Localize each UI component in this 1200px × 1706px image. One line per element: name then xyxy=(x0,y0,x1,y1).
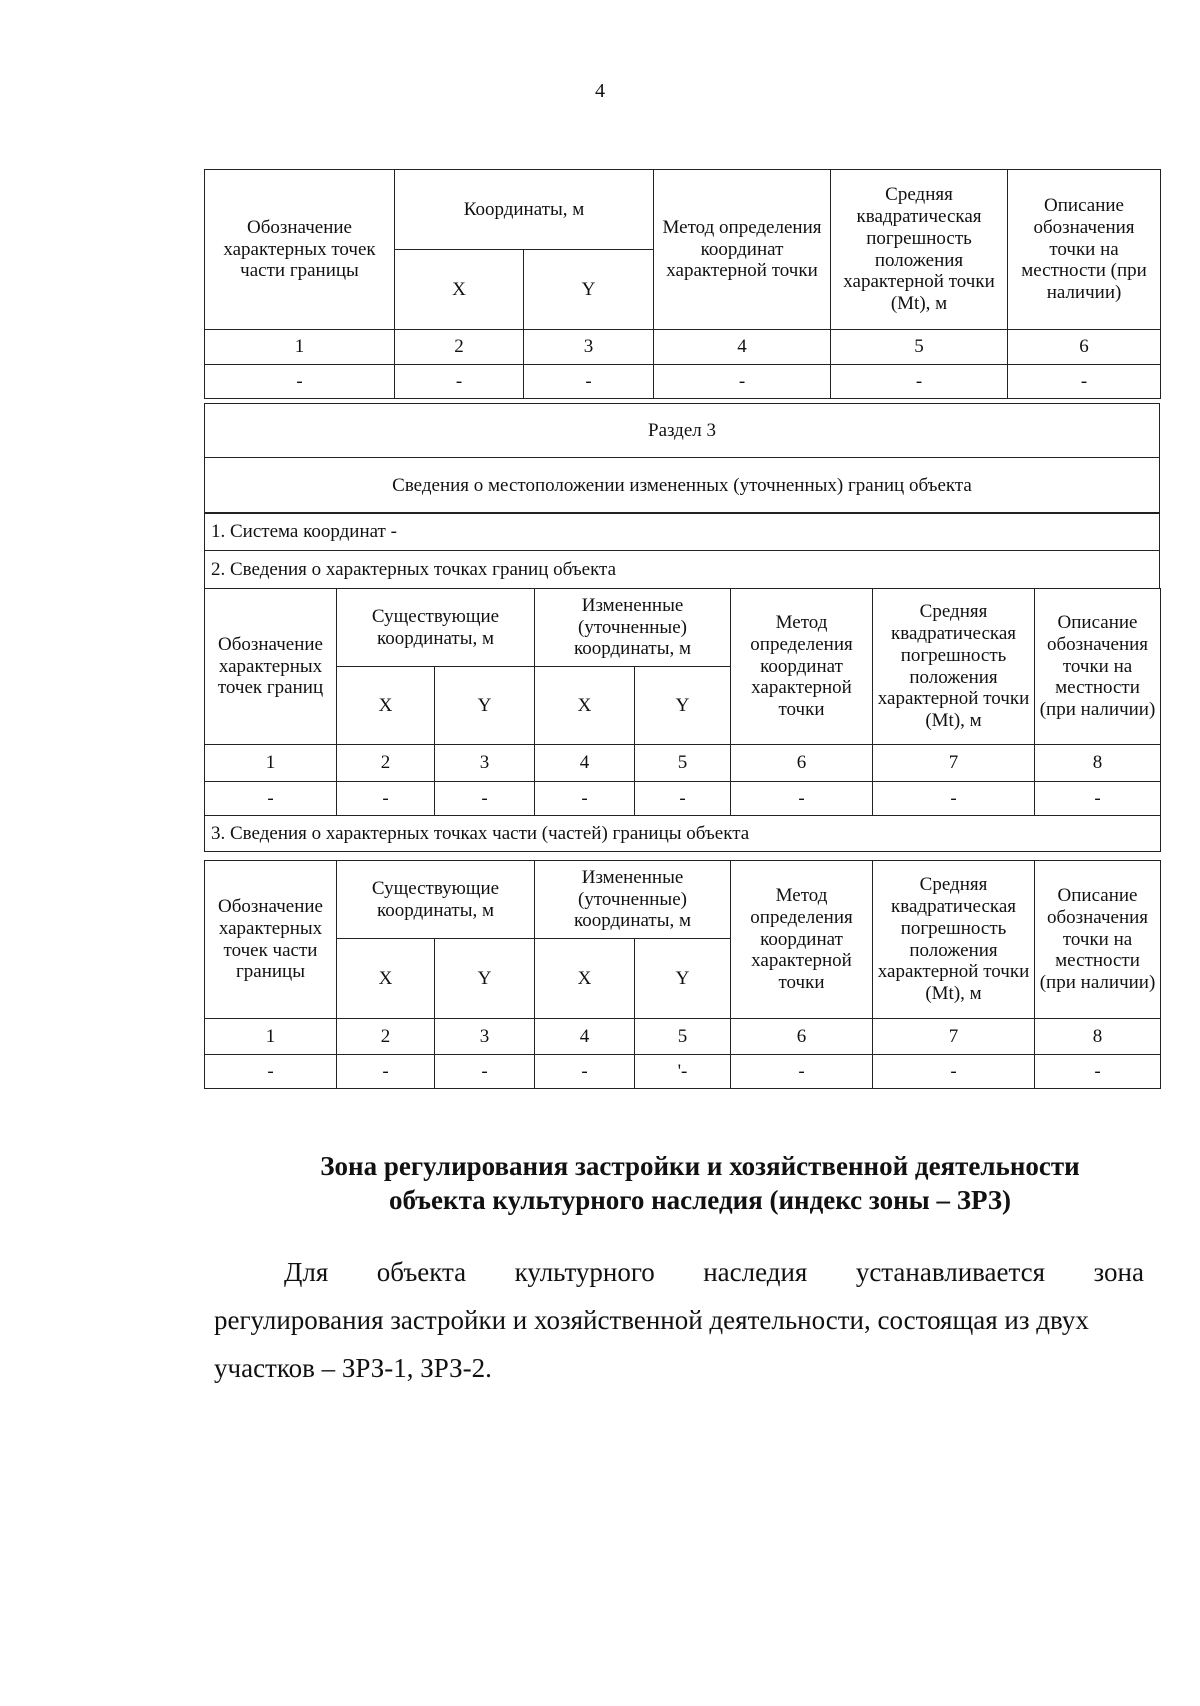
zone-heading-line1: Зона регулирования застройки и хозяйственной деятельности xyxy=(320,1151,1080,1181)
number-cell: 3 xyxy=(524,330,654,365)
table-row xyxy=(205,1055,1161,1089)
value-cell: - xyxy=(205,365,395,399)
paragraph-line-3: участков – ЗРЗ-1, ЗРЗ-2. xyxy=(214,1353,492,1383)
number-cell: 8 xyxy=(1035,1019,1161,1055)
number-cell: 5 xyxy=(635,1019,731,1055)
zone-paragraph xyxy=(214,1248,1144,1392)
section-title: Раздел 3 xyxy=(205,404,1160,458)
number-cell: 3 xyxy=(435,1019,535,1055)
value-cell: - xyxy=(435,1055,535,1089)
header-y: Y xyxy=(435,939,535,1019)
number-cell: 5 xyxy=(831,330,1008,365)
header-y: Y xyxy=(524,250,654,330)
points-title: 2. Сведения о характерных точках границ объекта xyxy=(205,551,1160,589)
paragraph-word: наследия xyxy=(703,1257,808,1287)
number-cell: 1 xyxy=(205,745,337,782)
value-cell: - xyxy=(731,782,873,816)
table-row xyxy=(205,782,1161,816)
paragraph-word: зона xyxy=(1093,1257,1144,1287)
header-x: X xyxy=(337,667,435,745)
header-description: Описание обозначения точки на местности (при наличии) xyxy=(1035,861,1161,1019)
value-cell: - xyxy=(873,1055,1035,1089)
value-cell: - xyxy=(435,782,535,816)
header-x: X xyxy=(535,667,635,745)
number-cell: 7 xyxy=(873,1019,1035,1055)
paragraph-line-2: регулирования застройки и хозяйственной деятельности, состоящая из двух xyxy=(214,1305,1089,1335)
value-cell: - xyxy=(535,782,635,816)
paragraph-word: объекта xyxy=(376,1257,467,1287)
value-cell: - xyxy=(1035,782,1161,816)
header-error: Средняя квадратическая погрешность положения характерной точки (Mt), м xyxy=(873,861,1035,1019)
header-error: Средняя квадратическая погрешность положения характерной точки (Mt), м xyxy=(873,589,1035,745)
number-cell: 5 xyxy=(635,745,731,782)
header-x: X xyxy=(337,939,435,1019)
header-existing-coords: Существующие координаты, м xyxy=(337,861,535,939)
section-header-table xyxy=(204,403,1160,514)
header-changed-coords: Измененные (уточненные) координаты, м xyxy=(535,589,731,667)
paragraph-word: культурного xyxy=(514,1257,655,1287)
table-row-numbers xyxy=(205,1019,1161,1055)
value-cell: - xyxy=(635,782,731,816)
header-designation: Обозначение характерных точек части границы xyxy=(205,170,395,330)
paragraph-word: устанавливается xyxy=(855,1257,1046,1287)
header-method: Метод определения координат характерной точки xyxy=(731,861,873,1019)
value-cell: - xyxy=(1035,1055,1161,1089)
value-cell: - xyxy=(205,1055,337,1089)
number-cell: 7 xyxy=(873,745,1035,782)
page-number: 4 xyxy=(595,80,605,102)
header-changed-coords: Измененные (уточненные) координаты, м xyxy=(535,861,731,939)
coord-system: 1. Система координат - xyxy=(205,513,1160,551)
part-boundary-points-table xyxy=(204,169,1161,399)
number-cell: 6 xyxy=(731,745,873,782)
header-description: Описание обозначения точки на местности (при наличии) xyxy=(1035,589,1161,745)
number-cell: 6 xyxy=(1008,330,1161,365)
header-coordinates: Координаты, м xyxy=(395,170,654,250)
header-designation: Обозначение характерных точек части границы xyxy=(205,861,337,1019)
value-cell: - xyxy=(654,365,831,399)
number-cell: 4 xyxy=(535,1019,635,1055)
boundary-points-table xyxy=(204,588,1161,852)
part-points-table xyxy=(204,860,1161,1089)
header-x: X xyxy=(535,939,635,1019)
table-row xyxy=(205,365,1161,399)
number-cell: 4 xyxy=(654,330,831,365)
number-cell: 3 xyxy=(435,745,535,782)
value-cell: - xyxy=(1008,365,1161,399)
value-cell: '- xyxy=(635,1055,731,1089)
header-y: Y xyxy=(435,667,535,745)
value-cell: - xyxy=(205,782,337,816)
header-method: Метод определения координат характерной точки xyxy=(731,589,873,745)
header-designation: Обозначение характерных точек границ xyxy=(205,589,337,745)
number-cell: 2 xyxy=(337,1019,435,1055)
section-subtitle: Сведения о местоположении измененных (уточненных) границ объекта xyxy=(205,458,1160,514)
value-cell: - xyxy=(337,1055,435,1089)
part-points-title: 3. Сведения о характерных точках части (частей) границы объекта xyxy=(205,816,1161,852)
number-cell: 2 xyxy=(337,745,435,782)
number-cell: 1 xyxy=(205,1019,337,1055)
value-cell: - xyxy=(873,782,1035,816)
value-cell: - xyxy=(535,1055,635,1089)
zone-heading-line2: объекта культурного наследия (индекс зоны – ЗРЗ) xyxy=(388,1184,1012,1215)
number-cell: 6 xyxy=(731,1019,873,1055)
header-existing-coords: Существующие координаты, м xyxy=(337,589,535,667)
number-cell: 4 xyxy=(535,745,635,782)
number-cell: 1 xyxy=(205,330,395,365)
paragraph-word: Для xyxy=(284,1257,329,1287)
paragraph-first-line xyxy=(214,1248,1144,1296)
table-row-numbers xyxy=(205,330,1161,365)
header-description: Описание обозначения точки на местности (при наличии) xyxy=(1008,170,1161,330)
coord-system-table xyxy=(204,512,1160,589)
header-method: Метод определения координат характерной точки xyxy=(654,170,831,330)
value-cell: - xyxy=(524,365,654,399)
number-cell: 8 xyxy=(1035,745,1161,782)
header-y: Y xyxy=(635,667,731,745)
value-cell: - xyxy=(731,1055,873,1089)
number-cell: 2 xyxy=(395,330,524,365)
header-x: X xyxy=(395,250,524,330)
header-error: Средняя квадратическая погрешность положения характерной точки (Mt), м xyxy=(831,170,1008,330)
header-y: Y xyxy=(635,939,731,1019)
table-row-numbers xyxy=(205,745,1161,782)
zone-heading xyxy=(280,1150,1120,1218)
value-cell: - xyxy=(337,782,435,816)
value-cell: - xyxy=(831,365,1008,399)
value-cell: - xyxy=(395,365,524,399)
